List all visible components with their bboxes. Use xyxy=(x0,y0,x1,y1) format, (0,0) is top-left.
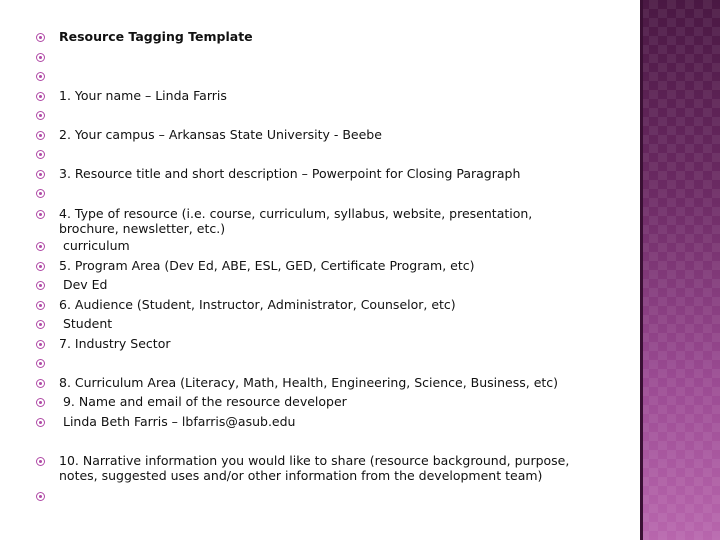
list-item xyxy=(36,128,619,143)
list-item-text: 5. Program Area (Dev Ed, ABE, ESL, GED, Certificate Program, etc) xyxy=(59,258,475,273)
bullet-icon xyxy=(36,33,45,42)
side-band-edge xyxy=(640,0,643,540)
list-item xyxy=(36,454,589,483)
bullet-icon xyxy=(36,398,45,407)
bullet-icon xyxy=(36,359,45,368)
list-item xyxy=(36,89,619,104)
bullet-icon xyxy=(36,340,45,349)
list-item-text: 10. Narrative information you would like to share (resource background, purpose, notes, suggested uses and/or other information from the development team) xyxy=(59,453,570,483)
bullet-icon xyxy=(36,189,45,198)
list-item-text: curriculum xyxy=(59,238,130,253)
bullet-icon xyxy=(36,72,45,81)
list-item xyxy=(36,376,619,391)
bullet-icon xyxy=(36,170,45,179)
list-item-text: 9. Name and email of the resource developer xyxy=(59,394,347,409)
list-item xyxy=(36,207,559,236)
list-item xyxy=(36,415,619,430)
list-item-title xyxy=(36,30,619,45)
bullet-icon xyxy=(36,320,45,329)
bullet-icon xyxy=(36,262,45,271)
list-item xyxy=(36,239,619,254)
list-item xyxy=(36,259,619,274)
bullet-icon xyxy=(36,131,45,140)
list-item-text: 7. Industry Sector xyxy=(59,336,171,351)
bullet-icon xyxy=(36,210,45,219)
bullet-icon xyxy=(36,457,45,466)
list-item-text: 3. Resource title and short description – Powerpoint for Closing Paragraph xyxy=(59,166,521,181)
list-item-text: 4. Type of resource (i.e. course, curriculum, syllabus, website, presentation, brochure, newsletter, etc.) xyxy=(59,206,533,236)
bullet-icon xyxy=(36,418,45,427)
bullet-icon xyxy=(36,242,45,251)
list-item xyxy=(36,395,619,410)
bullet-icon xyxy=(36,281,45,290)
list-item xyxy=(36,317,619,332)
bullet-icon xyxy=(36,301,45,310)
bullet-icon xyxy=(36,92,45,101)
bullet-icon xyxy=(36,150,45,159)
list-item-text: Dev Ed xyxy=(59,277,108,292)
list-item xyxy=(36,298,619,313)
bullet-icon xyxy=(36,111,45,120)
decorative-side-band xyxy=(640,0,720,540)
bullet-icon xyxy=(36,379,45,388)
list-item-text: Student xyxy=(59,316,113,331)
list-item xyxy=(36,337,619,352)
list-item-text: Linda Beth Farris – lbfarris@asub.edu xyxy=(59,414,296,429)
list-item xyxy=(36,167,619,182)
list-item-text: 6. Audience (Student, Instructor, Administrator, Counselor, etc) xyxy=(59,297,456,312)
bullet-icon xyxy=(36,492,45,501)
list-item-text: 2. Your campus – Arkansas State University - Beebe xyxy=(59,127,382,142)
list-item-text: 1. Your name – Linda Farris xyxy=(59,88,227,103)
diamond-pattern xyxy=(640,0,720,540)
list-item xyxy=(36,278,619,293)
bullet-icon xyxy=(36,53,45,62)
list-item-text: 8. Curriculum Area (Literacy, Math, Health, Engineering, Science, Business, etc) xyxy=(59,375,559,390)
slide-title: Resource Tagging Template xyxy=(59,29,253,44)
